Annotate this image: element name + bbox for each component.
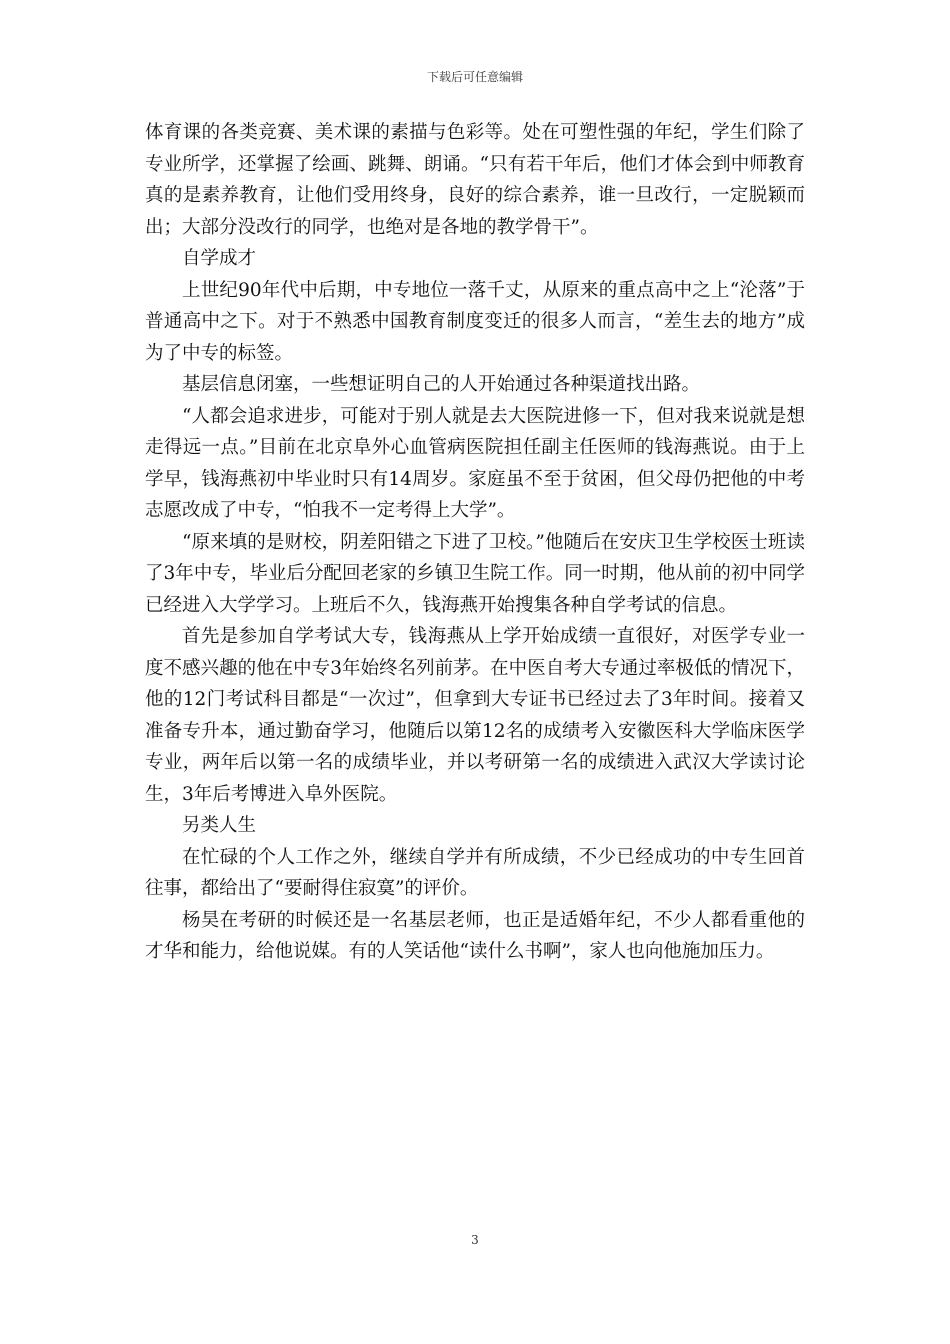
page-number: 3: [471, 1233, 479, 1247]
page-header: 下载后可任意编辑: [426, 70, 523, 84]
paragraph: 体育课的各类竞赛、美术课的素描与色彩等。处在可塑性强的年纪，学生们除了专业所学，还掌握了绘画、跳舞、朗诵。“只有若干年后，他们才体会到中师教育真的是素养教育，让他们受用终身，良好的综合素养，谁一旦改行，一定脱颖而出；大部分没改行的同学，也绝对是各地的教学骨干”。: [145, 122, 805, 238]
section-heading: 另类人生: [182, 815, 257, 836]
paragraph: “人都会追求进步，可能对于别人就是去大医院进修一下，但对我来说就是想走得远一点。”目前在北京阜外心血管病医院担任副主任医师的钱海燕说。由于上学早，钱海燕初中毕业时只有14周岁。家庭虽不至于贫困，但父母仍把他的中考志愿改成了中专，“怕我不一定考得上大学”。: [145, 405, 805, 521]
paragraph: 杨昊在考研的时候还是一名基层老师，也正是适婚年纪，不少人都看重他的才华和能力，给他说媒。有的人笑话他“读什么书啊”，家人也向他施加压力。: [145, 909, 805, 962]
paragraph: “原来填的是财校，阴差阳错之下进了卫校。”他随后在安庆卫生学校医士班读了3年中专，毕业后分配回老家的乡镇卫生院工作。同一时期，他从前的初中同学已经进入大学学习。上班后不久，钱海燕开始搜集各种自学考试的信息。: [145, 531, 805, 616]
paragraph: 首先是参加自学考试大专，钱海燕从上学开始成绩一直很好，对医学专业一度不感兴趣的他在中专3年始终名列前茅。在中医自考大专通过率极低的情况下，他的12门考试科目都是“一次过”，但拿到大专证书已经过去了3年时间。接着又准备专升本，通过勤奋学习，他随后以第12名的成绩考入安徽医科大学临床医学专业，两年后以第一名的成绩毕业，并以考研第一名的成绩进入武汉大学读讨论生，3年后考博进入阜外医院。: [145, 626, 805, 805]
paragraph: 在忙碌的个人工作之外，继续自学并有所成绩，不少已经成功的中专生回首往事，都给出了“要耐得住寂寞”的评价。: [145, 846, 805, 899]
document-body: [145, 117, 805, 968]
section-heading: 自学成才: [182, 248, 257, 269]
paragraph: 基层信息闭塞，一些想证明自己的人开始通过各种渠道找出路。: [182, 374, 701, 395]
paragraph: 上世纪90年代中后期，中专地位一落千丈，从原来的重点高中之上“沦落”于普通高中之下。对于不熟悉中国教育制度变迁的很多人而言，“差生去的地方”成为了中专的标签。: [145, 279, 805, 364]
